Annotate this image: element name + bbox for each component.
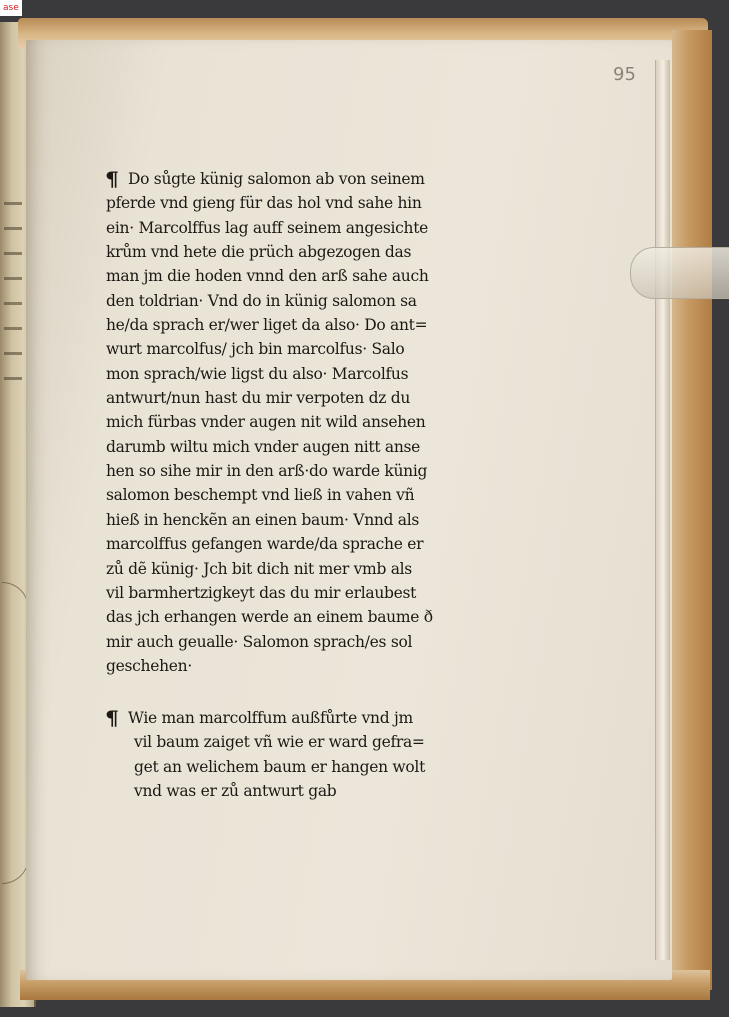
text-line: [106, 289, 526, 313]
text-line: [106, 557, 526, 581]
line-text: zů dẽ künig· Jch bit dich nit mer vmb als: [106, 559, 412, 578]
woodcut-fragment: [2, 582, 29, 884]
text-line: [106, 386, 526, 410]
pilcrow-mark: ¶: [105, 167, 119, 191]
line-text: mir auch geualle· Salomon sprach/es sol: [106, 632, 413, 651]
corner-tag: ase: [0, 0, 22, 16]
page-fore-edge: [655, 60, 670, 960]
text-line: [106, 483, 526, 507]
text-line: [106, 706, 526, 730]
text-line: [106, 240, 526, 264]
text-line: [106, 630, 526, 654]
text-line: [106, 191, 526, 215]
paragraph-2: [106, 706, 526, 803]
pilcrow-mark: ¶: [105, 706, 119, 730]
line-text: hieß in henckẽn an einen baum· Vnnd als: [106, 510, 420, 529]
line-text: hen so sihe mir in den arß·do warde künig: [106, 462, 428, 481]
text-line: [106, 264, 526, 288]
line-text: krům vnd hete die prüch abgezogen das: [106, 243, 412, 262]
line-text: vil baum zaiget vñ wie er ward gefra=: [134, 733, 425, 752]
text-line: [106, 755, 526, 779]
line-text: he/da sprach er/wer liget da also· Do ant=: [106, 316, 428, 335]
line-text: antwurt/nun hast du mir verpoten dz du: [106, 389, 411, 408]
line-text: marcolffus gefangen warde/da sprache er: [106, 535, 424, 554]
line-text: get an welichem baum er hangen wolt: [134, 757, 425, 776]
line-text: mon sprach/wie ligst du also· Marcolfus: [106, 364, 409, 383]
text-line: [106, 313, 526, 337]
text-line: [106, 581, 526, 605]
line-text: geschehen·: [106, 656, 192, 675]
line-text: ein· Marcolffus lag auff seinem angesichte: [106, 218, 429, 237]
paragraph-1: [106, 167, 526, 678]
text-line: [106, 508, 526, 532]
line-text: Do sůgte künig salomon ab von seinem: [128, 170, 425, 188]
line-text: vnd was er zů antwurt gab: [134, 782, 337, 801]
text-line: [106, 605, 526, 629]
text-line: [106, 459, 526, 483]
text-line: [106, 654, 526, 678]
cover-right-edge: [672, 30, 712, 990]
line-text: darumb wiltu mich vnder augen nitt anse: [106, 437, 421, 456]
text-line: [106, 730, 526, 754]
line-text: den toldrian· Vnd do in künig salomon sa: [106, 291, 417, 310]
line-text: vil barmhertzigkeyt das du mir erlaubest: [106, 583, 417, 602]
line-text: Wie man marcolffum außfůrte vnd jm: [128, 709, 413, 727]
line-text: salomon beschempt vnd ließ in vahen vñ: [106, 486, 415, 505]
text-line: [106, 410, 526, 434]
text-line: [106, 337, 526, 361]
text-line: [106, 216, 526, 240]
page-clip: [630, 247, 729, 299]
line-text: pferde vnd gieng für das hol vnd sahe hin: [106, 194, 422, 213]
line-text: das jch erhangen werde an einem baume ð: [106, 608, 433, 627]
folio-number: 95: [613, 64, 636, 85]
text-line: [106, 167, 526, 191]
line-text: man jm die hoden vnnd den arß sahe auch: [106, 267, 429, 286]
text-line: [106, 435, 526, 459]
line-text: wurt marcolfus/ jch bin marcolfus· Salo: [106, 340, 405, 359]
text-line: [106, 779, 526, 803]
line-text: mich fürbas vnder augen nit wild ansehen: [106, 413, 426, 432]
text-line: [106, 362, 526, 386]
text-line: [106, 532, 526, 556]
